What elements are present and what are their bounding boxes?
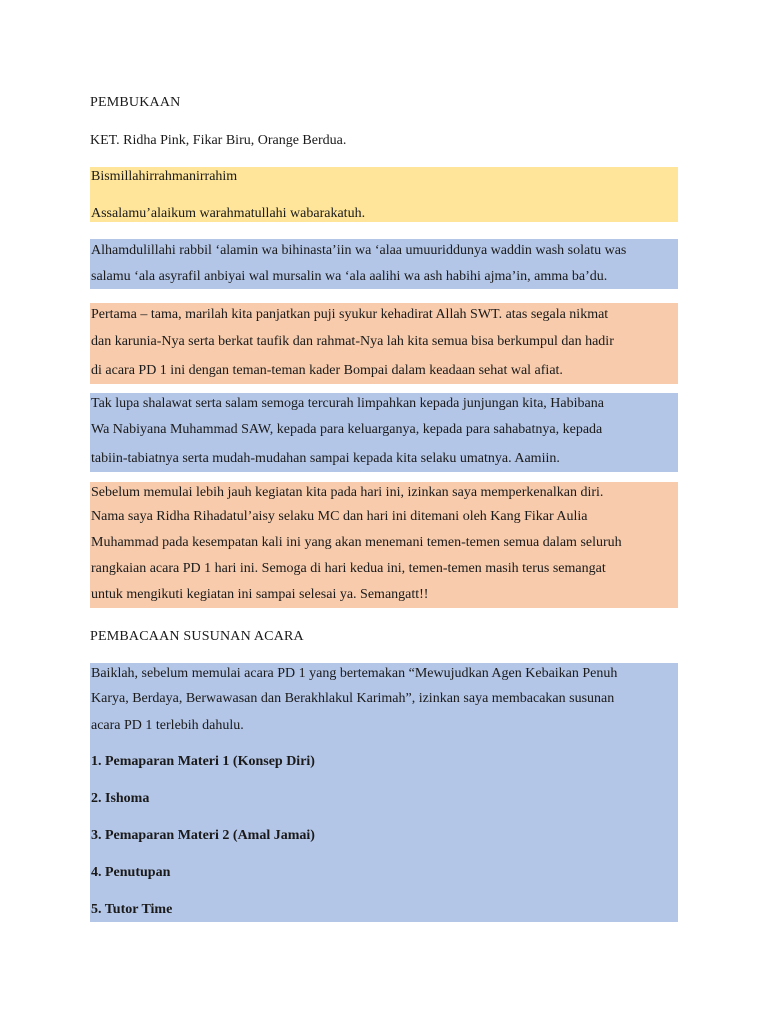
text-line: dan karunia-Nya serta berkat taufik dan rahmat-Nya lah kita semua bisa berkumpul dan hadir xyxy=(91,334,614,349)
agenda-item: 5. Tutor Time xyxy=(91,902,173,917)
text-line: Wa Nabiyana Muhammad SAW, kepada para keluarganya, kepada para sahabatnya, kepada xyxy=(91,422,603,437)
blue-highlight-block-3 xyxy=(90,663,678,922)
blue-highlight-block-1 xyxy=(90,239,678,289)
yellow-highlight-block xyxy=(90,167,678,222)
text-line: acara PD 1 terlebih dahulu. xyxy=(91,718,244,733)
text-line: rangkaian acara PD 1 hari ini. Semoga di hari kedua ini, temen-temen masih terus semangat xyxy=(91,561,606,576)
orange-highlight-block-1 xyxy=(90,303,678,384)
agenda-item: 1. Pemaparan Materi 1 (Konsep Diri) xyxy=(91,754,315,769)
agenda-item: 2. Ishoma xyxy=(91,791,150,806)
text-line: untuk mengikuti kegiatan ini sampai selesai ya. Semangatt!! xyxy=(91,587,429,602)
blue-highlight-block-2 xyxy=(90,393,678,472)
text-line: Sebelum memulai lebih jauh kegiatan kita pada hari ini, izinkan saya memperkenalkan diri. xyxy=(91,485,604,500)
text-line: Baiklah, sebelum memulai acara PD 1 yang bertemakan “Mewujudkan Agen Kebaikan Penuh xyxy=(91,666,618,681)
text-line: tabiin-tabiatnya serta mudah-mudahan sampai kepada kita selaku umatnya. Aamiin. xyxy=(91,451,560,466)
text-line: Nama saya Ridha Rihadatul’aisy selaku MC dan hari ini ditemani oleh Kang Fikar Aulia xyxy=(91,509,588,524)
text-line: di acara PD 1 ini dengan teman-teman kader Bompai dalam keadaan sehat wal afiat. xyxy=(91,363,563,378)
text-line: Pertama – tama, marilah kita panjatkan puji syukur kehadirat Allah SWT. atas segala nikmat xyxy=(91,307,609,322)
section-heading-agenda: PEMBACAAN SUSUNAN ACARA xyxy=(90,629,304,644)
text-line: salamu ‘ala asyrafil anbiyai wal mursalin wa ‘ala aalihi wa ash habihi ajma’in, amma ba’du. xyxy=(91,269,608,284)
color-key-note: KET. Ridha Pink, Fikar Biru, Orange Berdua. xyxy=(90,133,347,148)
text-line: Bismillahirrahmanirrahim xyxy=(91,169,238,184)
orange-highlight-block-2 xyxy=(90,482,678,608)
text-line: Tak lupa shalawat serta salam semoga tercurah limpahkan kepada junjungan kita, Habibana xyxy=(91,396,604,411)
text-line: Karya, Berdaya, Berwawasan dan Berakhlakul Karimah”, izinkan saya membacakan susunan xyxy=(91,691,615,706)
text-line: Alhamdulillahi rabbil ‘alamin wa bihinasta’iin wa ‘alaa umuuriddunya waddin wash solatu was xyxy=(91,243,627,258)
agenda-item: 3. Pemaparan Materi 2 (Amal Jamai) xyxy=(91,828,315,843)
text-line: Muhammad pada kesempatan kali ini yang akan menemani temen-temen semua dalam seluruh xyxy=(91,535,622,550)
section-heading-opening: PEMBUKAAN xyxy=(90,95,181,110)
text-line: Assalamu’alaikum warahmatullahi wabarakatuh. xyxy=(91,206,366,221)
agenda-item: 4. Penutupan xyxy=(91,865,171,880)
